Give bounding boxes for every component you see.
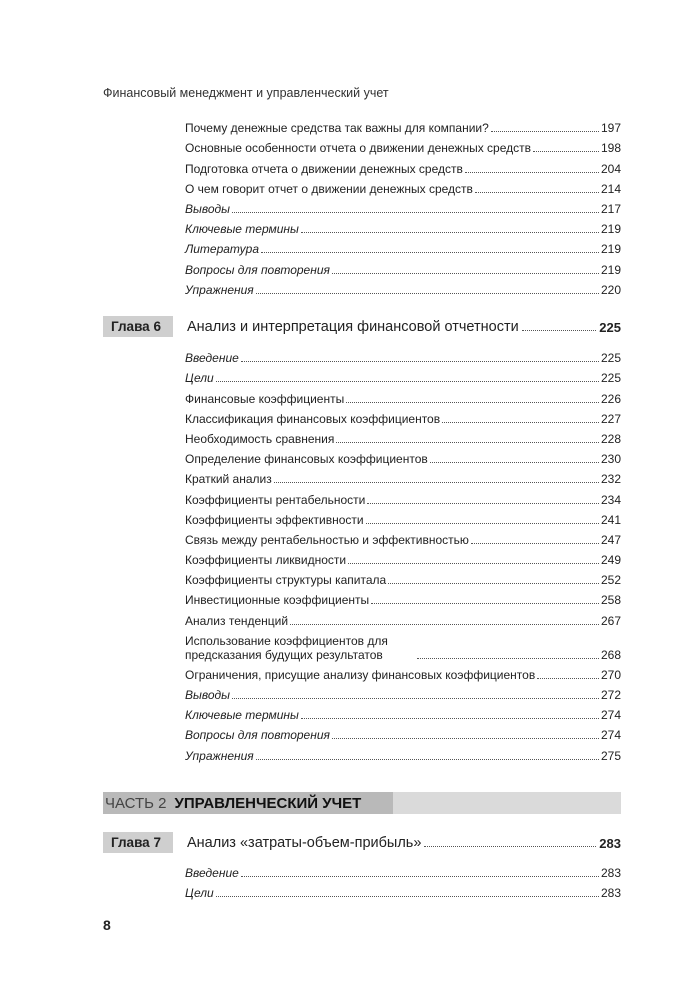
leader-dots (442, 422, 599, 423)
entry-page: 214 (600, 181, 621, 196)
leader-dots (417, 658, 599, 659)
toc-entry (185, 345, 621, 365)
part-label: ЧАСТЬ 2 (105, 794, 167, 812)
entry-page: 220 (600, 282, 621, 297)
entry-page: 228 (600, 431, 621, 446)
entry-page: 241 (600, 512, 621, 527)
entry-page: 270 (600, 667, 621, 682)
entry-page: 283 (600, 886, 621, 901)
leader-dots (533, 151, 599, 152)
toc-entry (185, 527, 621, 547)
entry-title: Литература (185, 242, 259, 257)
leader-dots (241, 876, 599, 877)
leader-dots (471, 543, 599, 544)
entry-page: 198 (600, 141, 621, 156)
entry-page: 247 (600, 532, 621, 547)
chapter-title: Анализ «затраты-объем-прибыль» (187, 834, 422, 851)
entry-page: 225 (600, 371, 621, 386)
toc-entry (185, 702, 621, 722)
leader-dots (216, 381, 599, 382)
toc-entry (185, 507, 621, 527)
entry-title: Выводы (185, 688, 230, 702)
entry-title: О чем говорит отчет о движении денежных средств (185, 181, 473, 196)
entry-page: 219 (600, 242, 621, 257)
toc-entry (185, 486, 621, 506)
entry-title: Необходимость сравнения (185, 431, 335, 446)
running-header: Финансовый менеджмент и управленческий учет (103, 86, 389, 100)
toc-entry (185, 742, 621, 762)
part-title: УПРАВЛЕНЧЕСКИЙ УЧЕТ (174, 794, 362, 812)
entry-title: Вопросы для повторения (185, 728, 330, 743)
entry-title: Коэффициенты рентабельности (185, 492, 366, 507)
entry-page: 249 (600, 553, 621, 568)
entry-title: Подготовка отчета о движении денежных средств (185, 161, 463, 176)
entry-page: 274 (600, 708, 621, 723)
leader-dots (346, 402, 599, 403)
leader-dots (216, 896, 599, 897)
leader-dots (332, 738, 599, 739)
leader-dots (336, 442, 599, 443)
toc-entry (185, 722, 621, 742)
toc-entry (185, 880, 621, 900)
chapter-page: 283 (599, 835, 621, 851)
entry-page: 225 (600, 351, 621, 366)
toc-entry (185, 176, 621, 196)
entry-page: 219 (600, 222, 621, 237)
entry-title: Определение финансовых коэффициентов (185, 452, 428, 467)
leader-dots (332, 273, 599, 274)
page-number: 8 (103, 917, 111, 933)
leader-dots (522, 330, 597, 331)
entry-title: Использование коэффициентов для предсказания будущих результатов (185, 633, 388, 662)
chapter6-entries (185, 345, 621, 763)
entry-title: Ограничения, присущие анализу финансовых коэффициентов (185, 667, 536, 682)
toc-entry (185, 406, 621, 426)
entry-title: Классификация финансовых коэффициентов (185, 411, 441, 426)
toc-entry (185, 155, 621, 175)
toc-entry (185, 216, 621, 236)
toc-entry (185, 385, 621, 405)
leader-dots (424, 846, 596, 847)
leader-dots (232, 698, 599, 699)
entry-page: 219 (600, 262, 621, 277)
leader-dots (256, 759, 599, 760)
toc-entry (185, 466, 621, 486)
entry-page: 232 (600, 472, 621, 487)
chapter-title: Анализ и интерпретация финансовой отчетности (187, 318, 519, 335)
toc-entry (185, 662, 621, 682)
leader-dots (301, 232, 599, 233)
chapter6-heading (103, 316, 621, 337)
toc-entry (185, 607, 621, 627)
toc-entry (185, 365, 621, 385)
toc-entry (185, 547, 621, 567)
toc-entry (185, 115, 621, 135)
part-banner (103, 792, 621, 814)
entry-page: 234 (600, 492, 621, 507)
chapter5-entries (185, 115, 621, 297)
entry-title: Цели (185, 886, 214, 901)
entry-title: Связь между рентабельностью и эффективностью (185, 532, 469, 547)
entry-page: 252 (600, 573, 621, 588)
leader-dots (430, 462, 599, 463)
leader-dots (475, 192, 599, 193)
entry-page: 226 (600, 391, 621, 406)
entry-title: Финансовые коэффициенты (185, 391, 345, 406)
entry-title: Цели (185, 371, 214, 386)
entry-page: 230 (600, 452, 621, 467)
entry-page: 275 (600, 748, 621, 763)
entry-page: 197 (600, 121, 621, 136)
entry-title: Введение (185, 866, 239, 881)
entry-page: 204 (600, 161, 621, 176)
entry-title: Ключевые термины (185, 222, 299, 237)
entry-page: 217 (600, 201, 621, 216)
leader-dots (348, 563, 599, 564)
entry-title: Коэффициенты структуры капитала (185, 573, 387, 588)
leader-dots (241, 361, 599, 362)
toc-entry (185, 446, 621, 466)
leader-dots (256, 293, 599, 294)
toc-entry (185, 682, 621, 702)
toc-entry (185, 135, 621, 155)
toc-entry (185, 567, 621, 587)
leader-dots (371, 603, 599, 604)
toc-entry (185, 587, 621, 607)
toc-entry (185, 628, 621, 662)
leader-dots (274, 482, 599, 483)
entry-page: 258 (600, 593, 621, 608)
entry-title: Введение (185, 351, 239, 366)
leader-dots (366, 523, 599, 524)
leader-dots (232, 212, 599, 213)
entry-title: Упражнения (185, 282, 254, 297)
leader-dots (537, 678, 599, 679)
leader-dots (491, 131, 599, 132)
entry-title: Основные особенности отчета о движении денежных средств (185, 141, 531, 156)
entry-title: Почему денежные средства так важны для компании? (185, 121, 489, 136)
chapter-label: Глава 6 (103, 316, 173, 337)
toc-entry (185, 426, 621, 446)
leader-dots (367, 503, 599, 504)
entry-title: Выводы (185, 201, 230, 216)
entry-title: Инвестиционные коэффициенты (185, 593, 370, 608)
entry-page: 227 (600, 411, 621, 426)
entry-title: Коэффициенты ликвидности (185, 553, 347, 568)
entry-title: Коэффициенты эффективности (185, 512, 364, 527)
entry-title: Анализ тенденций (185, 613, 289, 628)
leader-dots (261, 252, 599, 253)
chapter-label: Глава 7 (103, 832, 173, 853)
toc-entry (185, 196, 621, 216)
leader-dots (301, 718, 599, 719)
entry-page: 272 (600, 688, 621, 702)
toc-entry (185, 236, 621, 256)
entry-page: 274 (600, 728, 621, 743)
toc-entry (185, 860, 621, 880)
entry-title: Упражнения (185, 748, 254, 763)
chapter7-entries (185, 860, 621, 900)
entry-title: Краткий анализ (185, 472, 272, 487)
entry-page: 268 (600, 647, 621, 662)
chapter-page: 225 (599, 319, 621, 335)
entry-title: Вопросы для повторения (185, 262, 330, 277)
leader-dots (465, 172, 599, 173)
leader-dots (290, 624, 599, 625)
entry-page: 267 (600, 613, 621, 628)
entry-title: Ключевые термины (185, 708, 299, 723)
toc-entry (185, 256, 621, 276)
entry-page: 283 (600, 866, 621, 881)
chapter7-heading (103, 832, 621, 853)
toc-entry (185, 277, 621, 297)
leader-dots (388, 583, 599, 584)
